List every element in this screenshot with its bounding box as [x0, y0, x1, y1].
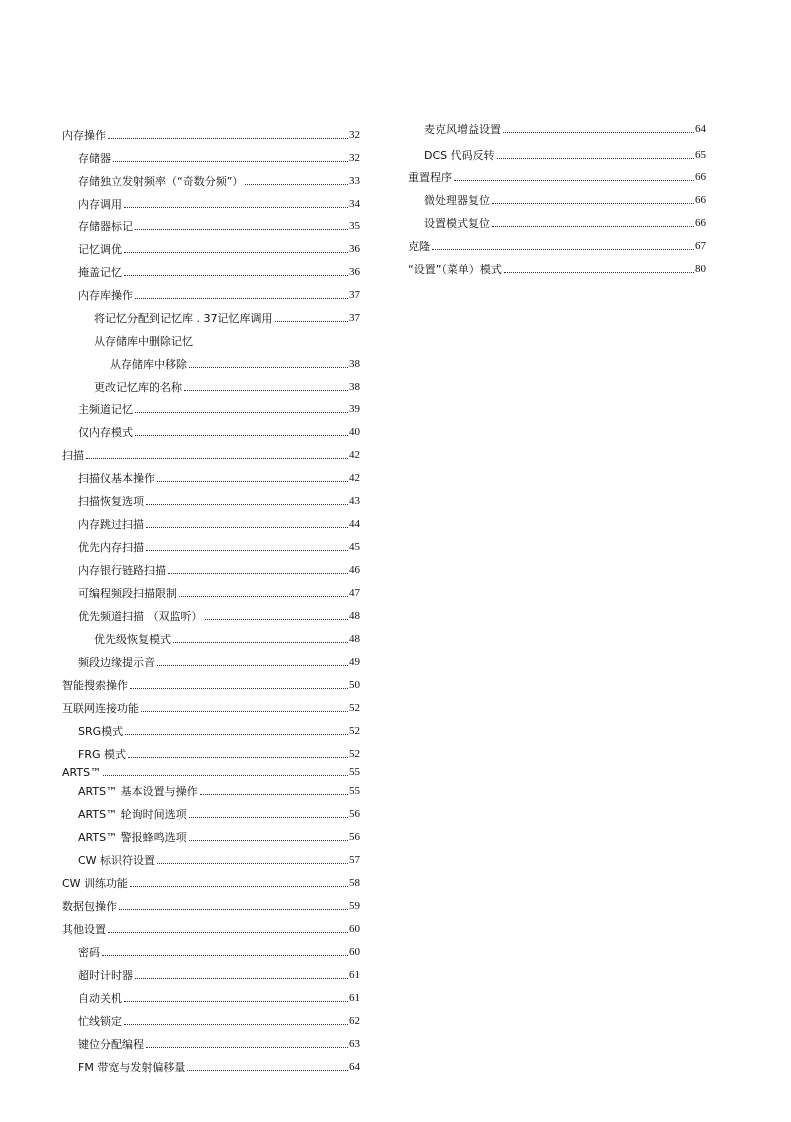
toc-entry-label: 麦克风增益设置 — [424, 123, 501, 136]
toc-dot-leader — [146, 550, 348, 551]
toc-entry[interactable] — [62, 515, 360, 531]
toc-page-number: 58 — [349, 877, 360, 889]
toc-entry-label: CW 训练功能 — [62, 877, 129, 890]
toc-page-number: 64 — [349, 1061, 360, 1073]
toc-dot-leader — [141, 711, 348, 712]
toc-entry-label: DCS 代码反转 — [424, 149, 495, 162]
toc-entry-label: 超时计时器 — [78, 969, 133, 982]
toc-entry-label: 智能搜索操作 — [62, 679, 128, 692]
toc-page-number: 64 — [695, 123, 706, 135]
toc-entry-label: “设置”（菜单）模式 — [408, 263, 502, 276]
toc-entry[interactable] — [408, 120, 706, 136]
toc-entry-label: 自动关机 — [78, 992, 122, 1005]
toc-dot-leader — [275, 321, 349, 322]
toc-entry[interactable] — [62, 989, 360, 1005]
toc-page-number: 67 — [695, 240, 706, 252]
toc-dot-leader — [124, 207, 348, 208]
toc-entry-label: CW 标识符设置 — [78, 854, 156, 867]
toc-entry[interactable] — [62, 1012, 360, 1028]
toc-entry[interactable] — [62, 920, 360, 936]
toc-entry[interactable] — [62, 286, 360, 302]
toc-entry-label: FRG 模式 — [78, 748, 126, 761]
toc-entry[interactable] — [62, 966, 360, 982]
toc-page-number: 35 — [349, 220, 360, 232]
toc-entry-label: 存储独立发射频率（“奇数分频”） — [78, 175, 244, 188]
toc-entry[interactable] — [62, 584, 360, 600]
toc-page-number: 48 — [349, 610, 360, 622]
toc-page-number: 38 — [349, 358, 360, 370]
toc-page-number: 60 — [349, 946, 360, 958]
toc-entry[interactable] — [408, 214, 706, 230]
toc-page-number: 65 — [695, 149, 706, 161]
toc-dot-leader — [124, 1024, 348, 1025]
toc-page-number: 80 — [695, 263, 706, 275]
toc-dot-leader — [189, 367, 348, 368]
toc-page-number: 61 — [349, 969, 360, 981]
toc-dot-leader — [173, 642, 348, 643]
toc-entry-label: ARTS™ 基本设置与操作 — [78, 785, 198, 798]
toc-entry[interactable] — [62, 240, 360, 256]
toc-entry[interactable] — [62, 607, 360, 623]
toc-dot-leader — [503, 132, 694, 133]
toc-page-number: 32 — [349, 129, 360, 141]
toc-entry-label: 存储器 — [78, 152, 111, 165]
toc-page-number: 36 — [349, 266, 360, 278]
toc-entry[interactable] — [62, 676, 360, 692]
toc-page-number: 63 — [349, 1038, 360, 1050]
toc-entry[interactable] — [62, 423, 360, 439]
toc-dot-leader — [497, 158, 694, 159]
toc-page-number: 55 — [349, 766, 360, 778]
toc-dot-leader — [454, 180, 694, 181]
toc-dot-leader — [135, 412, 348, 413]
toc-dot-leader — [492, 203, 694, 204]
toc-entry-label: 扫描恢复选项 — [78, 495, 144, 508]
toc-dot-leader — [189, 840, 348, 841]
toc-entry-label: 从存储库中移除 — [110, 358, 187, 371]
toc-dot-leader — [179, 596, 348, 597]
toc-dot-leader — [157, 665, 348, 666]
toc-page-number: 52 — [349, 702, 360, 714]
toc-entry-label: 克隆 — [408, 240, 430, 253]
toc-entry[interactable] — [62, 172, 360, 188]
toc-entry-label: 内存操作 — [62, 129, 106, 142]
toc-page-number: 45 — [349, 541, 360, 553]
toc-entry[interactable] — [62, 851, 360, 867]
toc-entry[interactable] — [62, 943, 360, 959]
toc-dot-leader — [113, 161, 348, 162]
toc-entry-label: 数据包操作 — [62, 900, 117, 913]
toc-entry-label: ARTS™ 警报蜂鸣选项 — [78, 831, 187, 844]
toc-page-number: 52 — [349, 725, 360, 737]
toc-page-number: 42 — [349, 449, 360, 461]
toc-entry[interactable] — [62, 722, 360, 738]
toc-entry-label: 扫描 — [62, 449, 84, 462]
toc-page-number: 59 — [349, 900, 360, 912]
toc-entry[interactable] — [62, 538, 360, 554]
toc-page-number: 61 — [349, 992, 360, 1004]
toc-entry[interactable] — [62, 309, 360, 325]
toc-dot-leader — [205, 619, 349, 620]
toc-page-number: 60 — [349, 923, 360, 935]
toc-entry[interactable] — [62, 699, 360, 715]
toc-page-number: 50 — [349, 679, 360, 691]
toc-page-number: 49 — [349, 656, 360, 668]
toc-dot-leader — [146, 504, 348, 505]
toc-dot-leader — [135, 978, 348, 979]
toc-entry-label: 从存储库中删除记忆 — [94, 335, 193, 348]
toc-dot-leader — [492, 226, 694, 227]
toc-entry-label: 扫描仪基本操作 — [78, 472, 155, 485]
toc-entry[interactable] — [408, 237, 706, 253]
toc-entry[interactable] — [62, 805, 360, 821]
toc-entry-label: 将记忆分配到记忆库 . 37记忆库调用 — [94, 312, 273, 325]
toc-page-number: 47 — [349, 587, 360, 599]
toc-page-number: 46 — [349, 564, 360, 576]
toc-entry-label: 内存库操作 — [78, 289, 133, 302]
toc-page-number: 56 — [349, 808, 360, 820]
toc-entry-label: 优先内存扫描 — [78, 541, 144, 554]
toc-entry-label: 内存调用 — [78, 198, 122, 211]
toc-page-number: 66 — [695, 217, 706, 229]
toc-entry[interactable] — [62, 630, 360, 646]
toc-dot-leader — [157, 863, 348, 864]
toc-entry-label: ARTS™ 轮询时间选项 — [78, 808, 187, 821]
toc-entry-label: 密码 — [78, 946, 100, 959]
toc-entry[interactable] — [408, 146, 706, 162]
toc-page-number: 55 — [349, 785, 360, 797]
toc-entry-label: 可编程频段扫描限制 — [78, 587, 177, 600]
toc-entry[interactable] — [62, 492, 360, 508]
toc-entry[interactable] — [62, 745, 360, 761]
toc-entry-label: 其他设置 — [62, 923, 106, 936]
toc-page-number: 52 — [349, 748, 360, 760]
toc-dot-leader — [187, 1070, 348, 1071]
toc-entry[interactable] — [62, 126, 360, 142]
toc-page-number: 42 — [349, 472, 360, 484]
toc-entry-label: 优先级恢复模式 — [94, 633, 171, 646]
toc-entry[interactable] — [62, 400, 360, 416]
toc-entry[interactable] — [408, 260, 706, 276]
toc-entry[interactable] — [62, 469, 360, 485]
toc-dot-leader — [146, 527, 348, 528]
toc-dot-leader — [119, 909, 348, 910]
toc-dot-leader — [504, 272, 694, 273]
toc-entry-label: 存储器标记 — [78, 220, 133, 233]
toc-entry-label: 重置程序 — [408, 171, 452, 184]
toc-dot-leader — [146, 1047, 348, 1048]
toc-dot-leader — [200, 794, 348, 795]
toc-entry[interactable] — [408, 191, 706, 207]
toc-dot-leader — [108, 932, 348, 933]
toc-entry-label: 主频道记忆 — [78, 403, 133, 416]
toc-page-number: 66 — [695, 194, 706, 206]
toc-dot-leader — [86, 458, 348, 459]
toc-entry-label: 更改记忆库的名称 — [94, 381, 182, 394]
toc-page-number: 66 — [695, 171, 706, 183]
toc-page-number: 62 — [349, 1015, 360, 1027]
toc-page-number: 36 — [349, 243, 360, 255]
toc-page-number: 43 — [349, 495, 360, 507]
toc-entry[interactable] — [62, 828, 360, 844]
toc-dot-leader — [124, 252, 348, 253]
toc-entry-label: SRG模式 — [78, 725, 124, 738]
toc-entry[interactable] — [62, 874, 360, 890]
toc-dot-leader — [184, 390, 348, 391]
toc-dot-leader — [245, 184, 348, 185]
toc-entry[interactable] — [62, 653, 360, 669]
toc-entry[interactable] — [62, 378, 360, 394]
toc-dot-leader — [103, 775, 348, 776]
toc-entry-label: 优先频道扫描 （双监听） — [78, 610, 203, 623]
toc-dot-leader — [108, 138, 348, 139]
toc-page-number: 38 — [349, 381, 360, 393]
toc-entry[interactable] — [62, 263, 360, 279]
toc-entry[interactable] — [62, 897, 360, 913]
toc-dot-leader — [189, 817, 348, 818]
toc-dot-leader — [128, 757, 348, 758]
toc-entry[interactable] — [408, 168, 706, 184]
toc-page-number: 37 — [349, 289, 360, 301]
toc-entry-label: 微处理器复位 — [424, 194, 490, 207]
toc-dot-leader — [432, 249, 694, 250]
toc-entry[interactable] — [62, 332, 360, 348]
toc-page-number: 34 — [349, 198, 360, 210]
toc-entry[interactable] — [62, 782, 360, 798]
toc-entry[interactable] — [62, 195, 360, 211]
toc-page-number: 56 — [349, 831, 360, 843]
toc-entry-label: FM 带宽与发射偏移量 — [78, 1061, 186, 1074]
toc-dot-leader — [124, 275, 348, 276]
toc-entry[interactable] — [62, 763, 360, 779]
toc-entry-label: 设置模式复位 — [424, 217, 490, 230]
toc-dot-leader — [135, 435, 348, 436]
toc-entry[interactable] — [62, 446, 360, 462]
toc-dot-leader — [135, 298, 348, 299]
toc-entry-label: 互联网连接功能 — [62, 702, 139, 715]
toc-entry[interactable] — [62, 149, 360, 165]
toc-dot-leader — [102, 955, 348, 956]
toc-entry-label: 键位分配编程 — [78, 1038, 144, 1051]
toc-entry-label: 内存跳过扫描 — [78, 518, 144, 531]
toc-entry-label: 忙线锁定 — [78, 1015, 122, 1028]
toc-dot-leader — [130, 688, 348, 689]
toc-page-number: 39 — [349, 403, 360, 415]
toc-entry-label: 记忆调优 — [78, 243, 122, 256]
toc-entry-label: 内存银行链路扫描 — [78, 564, 166, 577]
toc-dot-leader — [130, 886, 348, 887]
toc-entry-label: 掩盖记忆 — [78, 266, 122, 279]
toc-page-number: 57 — [349, 854, 360, 866]
toc-page-number: 44 — [349, 518, 360, 530]
toc-dot-leader — [135, 229, 348, 230]
toc-entry-label: 频段边缘提示音 — [78, 656, 155, 669]
toc-page-number: 37 — [349, 312, 360, 324]
toc-page-number: 40 — [349, 426, 360, 438]
toc-page-number: 48 — [349, 633, 360, 645]
toc-dot-leader — [124, 1001, 348, 1002]
toc-page-number: 33 — [349, 175, 360, 187]
toc-entry[interactable] — [62, 355, 360, 371]
toc-entry-label: ARTS™ — [62, 766, 102, 779]
toc-dot-leader — [168, 573, 348, 574]
toc-entry[interactable] — [62, 1058, 360, 1074]
toc-entry[interactable] — [62, 561, 360, 577]
toc-entry[interactable] — [62, 217, 360, 233]
toc-page-number: 32 — [349, 152, 360, 164]
toc-dot-leader — [125, 734, 348, 735]
toc-dot-leader — [157, 481, 348, 482]
toc-entry[interactable] — [62, 1035, 360, 1051]
toc-entry-label: 仅内存模式 — [78, 426, 133, 439]
